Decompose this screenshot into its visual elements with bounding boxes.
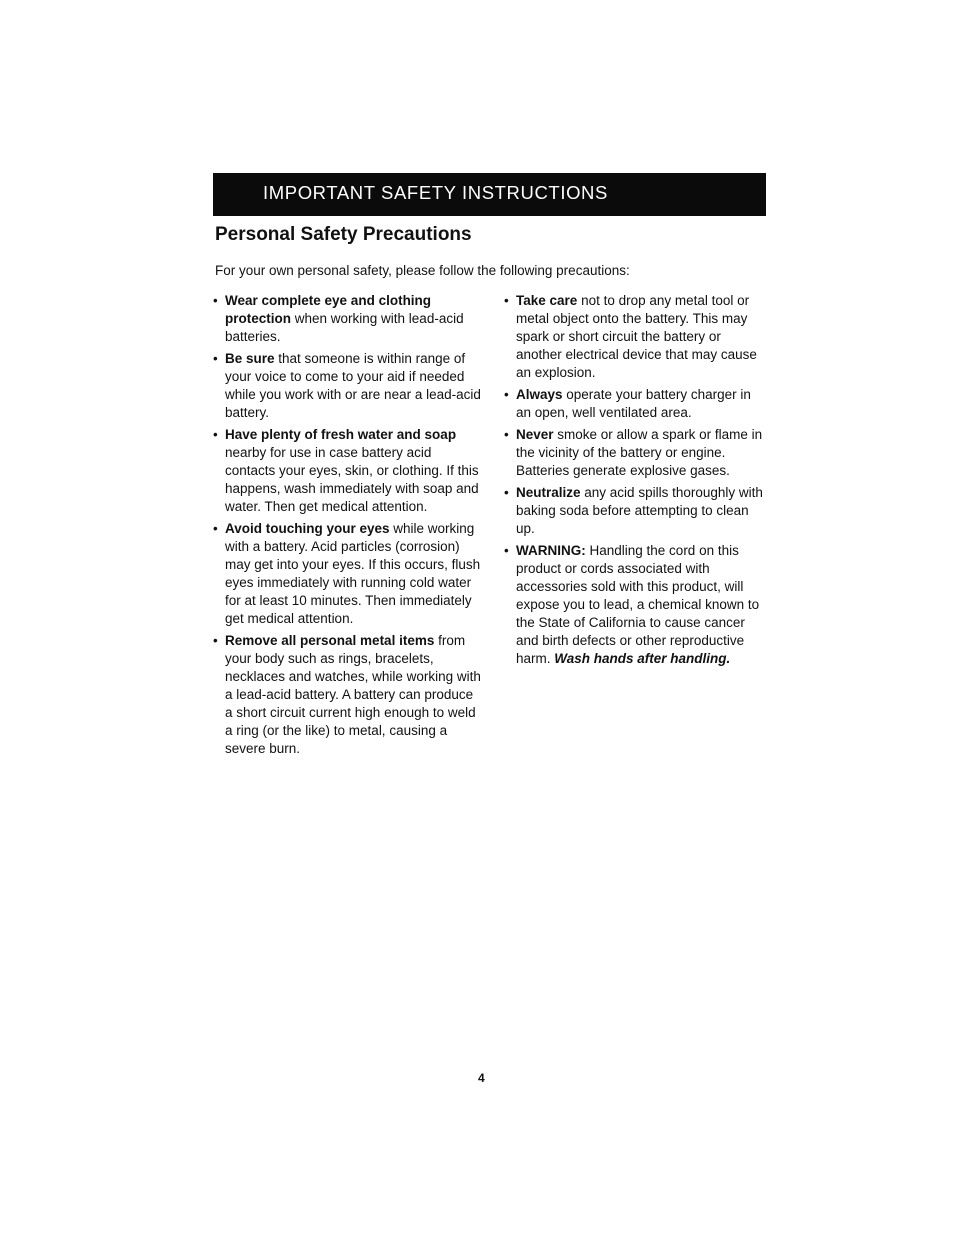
list-item bbox=[212, 292, 482, 346]
list-item bbox=[212, 350, 482, 422]
bullet-icon: • bbox=[213, 293, 218, 308]
item-text: any acid spills thoroughly with baking soda before attempting to clean up. bbox=[516, 485, 763, 536]
list-item bbox=[503, 426, 765, 480]
list-item bbox=[212, 632, 482, 758]
item-lead: Always bbox=[516, 387, 563, 402]
section-title: Personal Safety Precautions bbox=[215, 224, 472, 245]
bullet-icon: • bbox=[504, 543, 509, 558]
list-item bbox=[212, 520, 482, 628]
warning-label: WARNING: bbox=[516, 543, 586, 558]
item-text: that someone is within range of your voice to come to your aid if needed while you work with or are near a lead-acid battery. bbox=[225, 351, 481, 420]
list-item bbox=[503, 292, 765, 382]
item-lead: Avoid touching your eyes bbox=[225, 521, 390, 536]
right-column bbox=[503, 292, 765, 672]
wash-hands-emphasis: Wash hands after handling. bbox=[554, 651, 731, 666]
bullet-icon: • bbox=[504, 387, 509, 402]
bullet-icon: • bbox=[213, 351, 218, 366]
item-lead: Neutralize bbox=[516, 485, 581, 500]
item-text: nearby for use in case battery acid contacts your eyes, skin, or clothing. If this happens, wash immediately with soap and water. Then get medical attention. bbox=[225, 445, 479, 514]
item-lead: Remove all personal metal items bbox=[225, 633, 435, 648]
item-lead: Have plenty of fresh water and soap bbox=[225, 427, 457, 442]
list-item bbox=[503, 386, 765, 422]
item-lead: Take care bbox=[516, 293, 578, 308]
banner-title: IMPORTANT SAFETY INSTRUCTIONS bbox=[263, 182, 608, 203]
item-text: from your body such as rings, bracelets, necklaces and watches, while working with a lead-acid battery. A battery can produce a short circuit current high enough to weld a ring (or the like) to metal, causing a severe burn. bbox=[225, 633, 481, 756]
left-column bbox=[212, 292, 482, 762]
item-text: operate your battery charger in an open, well ventilated area. bbox=[516, 387, 751, 420]
intro-text: For your own personal safety, please follow the following precautions: bbox=[215, 263, 630, 278]
list-item bbox=[503, 484, 765, 538]
bullet-icon: • bbox=[504, 293, 509, 308]
bullet-icon: • bbox=[213, 521, 218, 536]
item-lead: Never bbox=[516, 427, 554, 442]
list-item bbox=[212, 426, 482, 516]
item-text: while working with a battery. Acid particles (corrosion) may get into your eyes. If this occurs, flush eyes immediately with running cold water for at least 10 minutes. Then immediately get medical attention. bbox=[225, 521, 481, 626]
item-lead: Be sure bbox=[225, 351, 275, 366]
item-text: smoke or allow a spark or flame in the vicinity of the battery or engine. Batteries generate explosive gases. bbox=[516, 427, 763, 478]
safety-banner bbox=[213, 173, 766, 216]
page-number: 4 bbox=[478, 1071, 485, 1085]
bullet-icon: • bbox=[213, 427, 218, 442]
item-lead: Wear complete eye and clothing protection bbox=[225, 293, 432, 326]
bullet-icon: • bbox=[504, 427, 509, 442]
item-text: Handling the cord on this product or cords associated with accessories sold with this product, will expose you to lead, a chemical known to the State of California to cause cancer and birth defects or other reproductive harm. bbox=[516, 543, 760, 666]
list-item bbox=[503, 542, 765, 668]
item-text: when working with lead-acid batteries. bbox=[225, 311, 464, 344]
item-text: not to drop any metal tool or metal object onto the battery. This may spark or short circuit the battery or another electrical device that may cause an explosion. bbox=[516, 293, 757, 380]
bullet-icon: • bbox=[213, 633, 218, 648]
bullet-icon: • bbox=[504, 485, 509, 500]
